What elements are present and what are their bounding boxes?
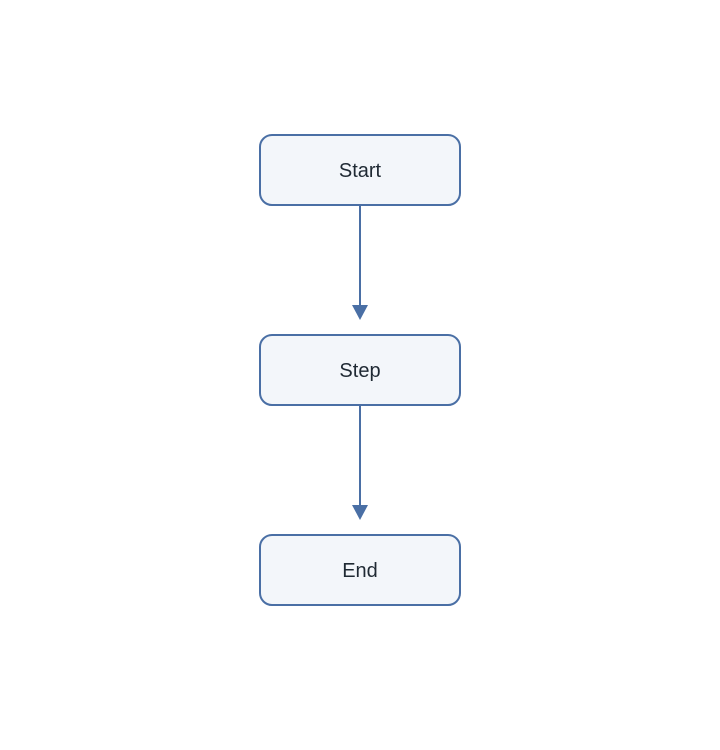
node-start-label: Start <box>338 160 382 182</box>
node-end-label: End <box>342 560 378 582</box>
diagram-nodes <box>260 135 460 605</box>
arrowhead-step-to-end <box>352 505 368 520</box>
arrowhead-start-to-step <box>352 305 368 320</box>
node-start <box>260 135 460 205</box>
node-end <box>260 535 460 605</box>
node-step <box>260 335 460 405</box>
node-step-label: Step <box>339 360 381 382</box>
